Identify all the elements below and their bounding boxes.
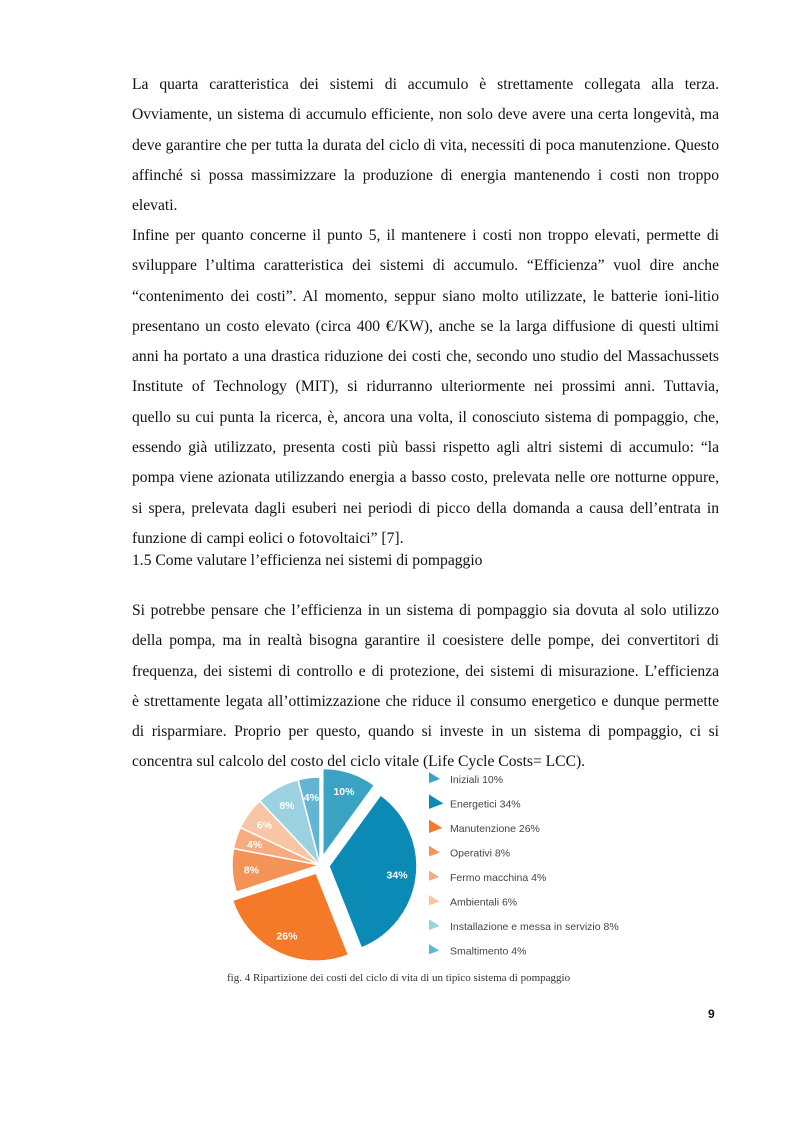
text-line: è strettamente legata all’ottimizzazione che riduce il consumo energetico e dunque permette	[132, 692, 719, 710]
lcc-pie-chart	[225, 765, 645, 975]
legend-marker-5	[429, 871, 439, 881]
text-line: essendo già utilizzato, presenta costi più bassi rispetto agli altri sistemi di accumulo: “la	[132, 439, 719, 457]
legend-marker-2	[429, 795, 443, 809]
legend-marker-8	[429, 944, 439, 954]
text-line: si spera, prelevata dagli esuberi nei periodi di picco della domanda a causa dell’entrata in	[132, 499, 719, 517]
text-line: Institute of Technology (MIT), si ridurranno ulteriormente nei prossimi anni. Tuttavia,	[132, 378, 719, 396]
legend-marker-3	[429, 820, 442, 833]
text-line: presentano un costo elevato (circa 400 €/KW), anche se la larga diffusione di questi ultimi	[132, 317, 719, 335]
paragraph-cost-efficiency	[132, 221, 719, 554]
legend-label-1: Iniziali 10%	[450, 774, 504, 786]
legend-label-8: Smaltimento 4%	[450, 945, 527, 958]
text-line: concentra sul calcolo del costo del ciclo vitale (Life Cycle Costs= LCC).	[132, 753, 586, 771]
section-heading: 1.5 Come valutare l’efficienza nei sistemi di pompaggio	[132, 552, 483, 569]
slice-label-5: 4%	[247, 838, 263, 851]
legend-marker-7	[429, 919, 440, 930]
text-line: Ovviamente, un sistema di accumulo efficiente, non solo deve avere una certa longevità, ma	[132, 106, 719, 124]
text-line: elevati.	[132, 197, 178, 215]
slice-label-4: 8%	[243, 864, 260, 877]
slice-label-7: 8%	[279, 799, 295, 812]
figure-caption: fig. 4 Ripartizione dei costi del ciclo di vita di un tipico sistema di pompaggio	[227, 972, 571, 984]
text-line: Infine per quanto concerne il punto 5, il mantenere i costi non troppo elevati, permette di	[132, 227, 719, 244]
text-line: Si potrebbe pensare che l’efficienza in un sistema di pompaggio sia dovuta al solo utilizzo	[132, 602, 719, 619]
legend-label-2: Energetici 34%	[450, 798, 521, 811]
slice-label-2: 34%	[386, 869, 408, 882]
text-line: sviluppare l’ultima caratteristica dei sistemi di accumulo. “Efficienza” vuol dire anche	[132, 257, 719, 275]
slice-label-6: 6%	[256, 819, 273, 832]
text-line: affinché si possa massimizzare la produzione di energia mantenendo i costi non troppo	[132, 166, 719, 184]
legend-label-6: Ambientali 6%	[450, 896, 518, 909]
legend-label-7: Installazione e messa in servizio 8%	[450, 921, 619, 933]
lcc-pie-figure	[225, 765, 645, 995]
text-line: funzione di campi eolici o fotovoltaici” [7].	[132, 529, 404, 547]
text-line: anni ha portato a una drastica riduzione dei costi che, secondo uno studio del Massachussets	[132, 348, 719, 366]
text-line: pompa viene azionata utilizzando energia a basso costo, prelevata nelle ore notturne oppure,	[132, 469, 719, 487]
paragraph-pumping-efficiency	[132, 596, 719, 778]
text-line: La quarta caratteristica dei sistemi di accumulo è strettamente collegata alla terza.	[132, 76, 719, 93]
slice-label-8: 4%	[303, 791, 319, 804]
text-line: quello su cui punta la ricerca, è, ancora una volta, il conosciuto sistema di pompaggio, che,	[132, 408, 719, 426]
legend-marker-6	[429, 895, 439, 905]
slice-label-3: 26%	[276, 930, 298, 943]
text-line: “contenimento dei costi”. Al momento, seppur siano molto utilizzate, le batterie ioni-litio	[132, 287, 719, 305]
paragraph-storage-maintenance	[132, 70, 719, 221]
legend-label-3: Manutenzione 26%	[450, 823, 540, 835]
legend-label-5: Fermo macchina 4%	[450, 872, 547, 884]
slice-label-1: 10%	[333, 786, 355, 799]
text-line: deve garantire che per tutta la durata del ciclo di vita, necessiti di poca manutenzione. Questo	[132, 136, 719, 154]
text-line: di risparmiare. Proprio per questo, quando si investe in un sistema di pompaggio, ci si	[132, 723, 719, 741]
text-line: frequenza, dei sistemi di controllo e di protezione, dei sistemi di misurazione. L’efficienza	[132, 662, 719, 680]
text-line: della pompa, ma in realtà bisogna garantire il coesistere delle pompe, dei convertitori di	[132, 632, 719, 650]
legend-marker-1	[429, 772, 440, 783]
legend-marker-4	[429, 846, 440, 857]
page-number: 9	[708, 1007, 715, 1021]
legend-label-4: Operativi 8%	[450, 847, 511, 860]
